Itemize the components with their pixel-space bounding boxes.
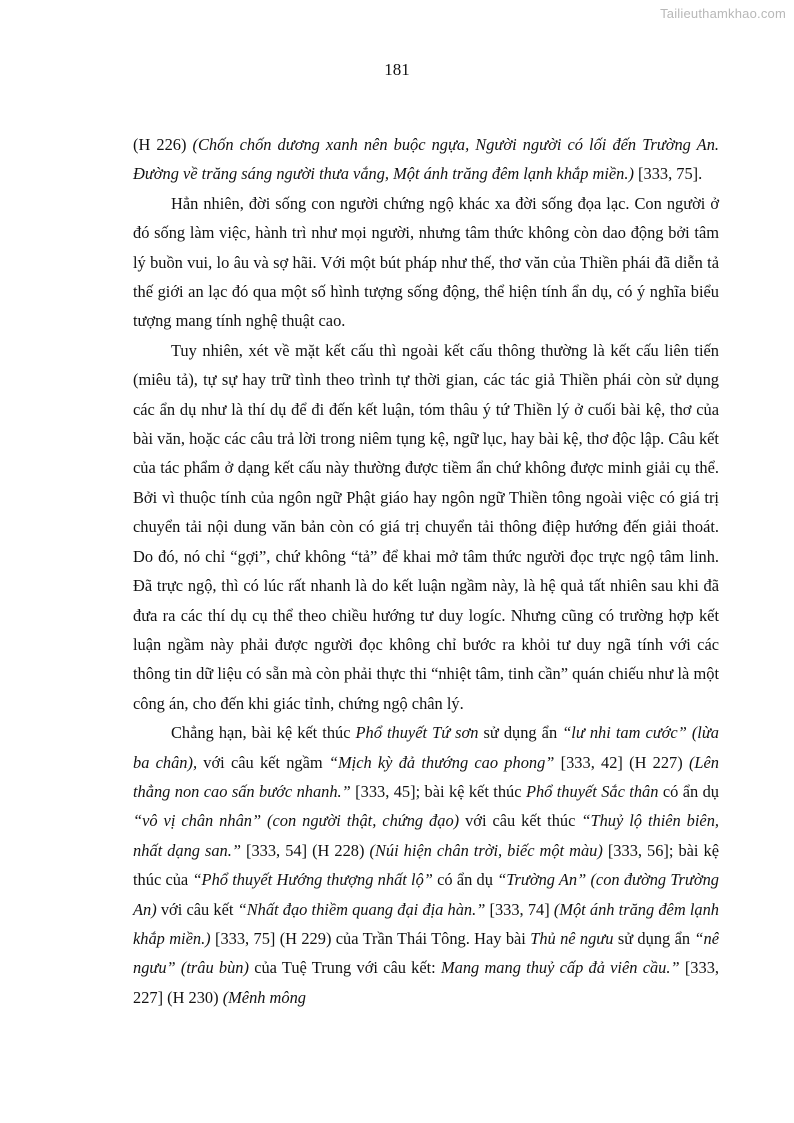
text-run: với câu kết thúc — [459, 811, 582, 831]
text-run: có ẩn dụ — [658, 781, 720, 801]
italic-text: “Thuỷ lộ thiên biên, nhất dạng san.” — [133, 811, 719, 860]
text-run: của Tuệ Trung với câu kết: — [248, 958, 441, 978]
text-run: có ẩn dụ — [432, 870, 498, 890]
text-run: Tuy nhiên, xét về mặt kết cấu thì ngoài kết cấu thông thường là kết cấu liên tiến (miêu tả), tự sự hay trữ tình theo trình tự thời gian, các tác giả Thiền phái còn sử dụng các ẩn dụ như là thí dụ để đi đến kết luận, tóm thâu ý tứ Thiền lý ở cuối bài kệ, thơ của bài văn, hoặc các câu trả lời trong niêm tụng kệ, ngữ lục, hay bài kệ, thơ độc lập. Câu kết của tác phẩm ở dạng kết cấu này thường được tiềm ẩn chứ không được minh giải cụ thể. Bởi vì thuộc tính của ngôn ngữ Phật giáo hay ngôn ngữ Thiền tông ngoài việc có giá trị chuyển tải nội dung văn bản còn có giá trị chuyển tải thông điệp hướng đến giải thoát. Do đó, nó chỉ “gợi”, chứ không “tả” để khai mở tâm thức người đọc trực ngộ tâm linh. Đã trực ngộ, thì có lúc rất nhanh là do kết luận ngầm này, là hệ quả tất nhiên sau khi đã đưa ra các thí dụ cụ thể theo chiều hướng tư duy logíc. Nhưng cũng có trường hợp kết luận ngầm này phải được người đọc không chỉ bước ra khỏi tư duy ngã tính với các thông tin dữ liệu có sẵn mà còn phải thực thi “nhiệt tâm, tinh cần” quán chiếu như là một công án, cho đến khi giác tỉnh, chứng ngộ chân lý. — [133, 340, 719, 713]
watermark: Tailieuthamkhao.com — [660, 6, 786, 21]
text-run: với câu kết ngầm — [197, 752, 329, 772]
paragraph — [133, 130, 719, 189]
italic-text: (Chốn chốn dương xanh nên buộc ngựa, Người người có lối đến Trường An. Đường về trăng sáng người thưa vắng, Một ánh trăng đêm lạnh khắp miền.) — [133, 135, 719, 184]
page-number: 181 — [384, 60, 410, 79]
italic-text: (Mênh mông — [222, 987, 306, 1007]
italic-text: “Nhất đạo thiềm quang đại địa hàn.” — [237, 899, 486, 919]
text-run: (H 226) — [133, 135, 193, 154]
text-run: Hẳn nhiên, đời sống con người chứng ngộ khác xa đời sống đọa lạc. Con người ở đó sống làm việc, hành trì như mọi người, nhưng tâm thức không còn dao động bởi tâm lý buồn vui, lo âu và sợ hãi. Với một bút pháp như thế, thơ văn của Thiền phái đã diễn tả thế giới an lạc đó qua một số hình tượng sống động, thể hiện tính ẩn dụ, có ý nghĩa biểu tượng mang tính nghệ thuật cao. — [133, 193, 719, 331]
italic-text: Phổ thuyết Sắc thân — [525, 781, 659, 801]
text-run: [333, 75]. — [633, 164, 703, 184]
italic-text: (Một ánh trăng đêm lạnh khắp miền.) — [133, 899, 719, 948]
text-run: [333, 45]; bài kệ kết thúc — [350, 781, 526, 801]
text-run: [333, 75] (H 229) của Trần Thái Tông. Hay bài — [210, 928, 531, 948]
italic-text: (Núi hiện chân trời, biếc một màu) — [369, 840, 603, 860]
italic-text: Thủ nê ngưu — [530, 928, 614, 948]
italic-text: “nê ngưu” (trâu bùn) — [133, 928, 719, 978]
italic-text: “lư nhi tam cước” (lừa ba chân), — [133, 723, 719, 772]
text-run: [333, 74] — [485, 899, 554, 919]
italic-text: “Trường An” (con đường Trường An) — [133, 870, 719, 919]
italic-text: Mang mang thuỷ cấp đả viên cầu.” — [440, 958, 680, 978]
italic-text: (Lên thẳng non cao sấn bước nhanh.” — [133, 752, 719, 801]
italic-text: “Mịch kỳ đả thướng cao phong” — [328, 752, 555, 772]
text-run: [333, 56]; bài kệ thúc của — [133, 840, 719, 890]
paragraph — [133, 336, 719, 718]
text-run: sử dụng ẩn — [613, 928, 695, 948]
paragraph — [133, 189, 719, 336]
italic-text: “Phổ thuyết Hướng thượng nhất lộ” — [192, 870, 433, 890]
text-run: Chẳng hạn, bài kệ kết thúc — [171, 723, 356, 743]
paragraph — [133, 718, 719, 1012]
italic-text: “vô vị chân nhân” (con người thật, chứng đạo) — [133, 811, 460, 831]
text-run: [333, 42] (H 227) — [554, 752, 689, 772]
text-run: sử dụng ẩn — [478, 723, 563, 743]
text-run: [333, 227] (H 230) — [133, 958, 719, 1007]
italic-text: Phổ thuyết Tứ sơn — [355, 723, 479, 743]
text-run: [333, 54] (H 228) — [240, 840, 370, 860]
text-run: với câu kết — [156, 899, 238, 919]
document-body — [133, 130, 719, 1012]
